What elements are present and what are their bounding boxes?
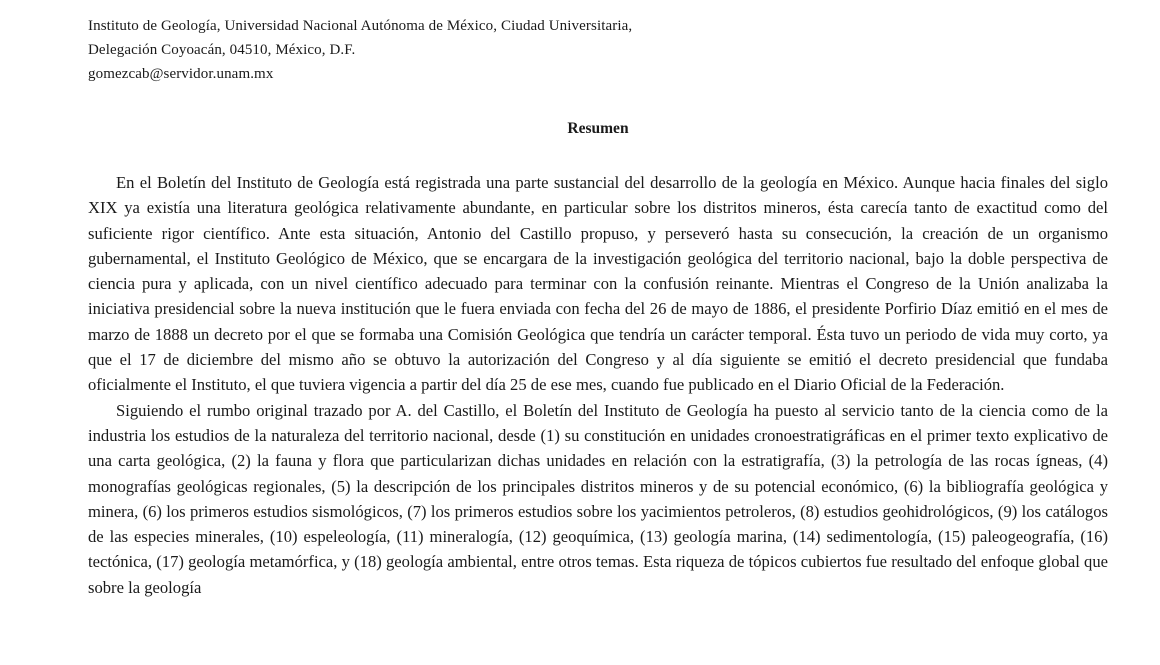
affiliation-line-institute: Instituto de Geología, Universidad Nacional Autónoma de México, Ciudad Universitaria,	[88, 18, 633, 34]
author-affiliation	[88, 14, 988, 86]
abstract-paragraph-1: En el Boletín del Instituto de Geología está registrada una parte sustancial del desarrollo de la geología en México. Aunque hacia finales del siglo XIX ya existía una literatura geológica relativamente abundante, en particular sobre los distritos mineros, ésta carecía tanto de exactitud como del suficiente rigor científico. Ante esta situación, Antonio del Castillo propuso, y perseveró hasta su consecución, la creación de un organismo gubernamental, el Instituto Geológico de México, que se encargara de la investigación geológica del territorio nacional, bajo la doble perspectiva de ciencia pura y aplicada, con un nivel científico adecuado para terminar con la confusión reinante. Mientras el Congreso de la Unión analizaba la iniciativa presidencial sobre la nueva institución que le fuera enviada con fecha del 26 de mayo de 1886, el presidente Porfirio Díaz emitió en el mes de marzo de 1888 un decreto por el que se formaba una Comisión Geológica que tendría un carácter temporal. Ésta tuvo un periodo de vida muy corto, ya que el 17 de diciembre del mismo año se obtuvo la autorización del Congreso y al día siguiente se emitió el decreto presidencial que fundaba oficialmente el Instituto, el que tuviera vigencia a partir del día 25 de ese mes, cuando fue publicado en el Diario Oficial de la Federación.	[88, 173, 1108, 395]
abstract-heading: Resumen	[567, 120, 629, 137]
affiliation-line-address: Delegación Coyoacán, 04510, México, D.F.	[88, 42, 356, 58]
abstract-body	[88, 170, 1108, 600]
author-email[interactable]: gomezcab@servidor.unam.mx	[88, 66, 274, 82]
abstract-paragraph-2: Siguiendo el rumbo original trazado por A. del Castillo, el Boletín del Instituto de Geología ha puesto al servicio tanto de la ciencia como de la industria los estudios de la naturaleza del territorio nacional, desde (1) su constitución en unidades cronoestratigráficas en el primer texto explicativo de una carta geológica, (2) la fauna y flora que particularizan dichas unidades en relación con la estratigrafía, (3) la petrología de las rocas ígneas, (4) monografías geológicas regionales, (5) la descripción de los principales distritos mineros y de su potencial económico, (6) la bibliografía geológica y minera, (6) los primeros estudios sismológicos, (7) los primeros estudios sobre los yacimientos petroleros, (8) estudios geohidrológicos, (9) los catálogos de las especies minerales, (10) espeleología, (11) mineralogía, (12) geoquímica, (13) geología marina, (14) sedimentología, (15) paleogeografía, (16) tectónica, (17) geología metamórfica, y (18) geología ambiental, entre otros temas. Esta riqueza de tópicos cubiertos fue resultado del enfoque global que sobre la geología	[88, 400, 1108, 597]
